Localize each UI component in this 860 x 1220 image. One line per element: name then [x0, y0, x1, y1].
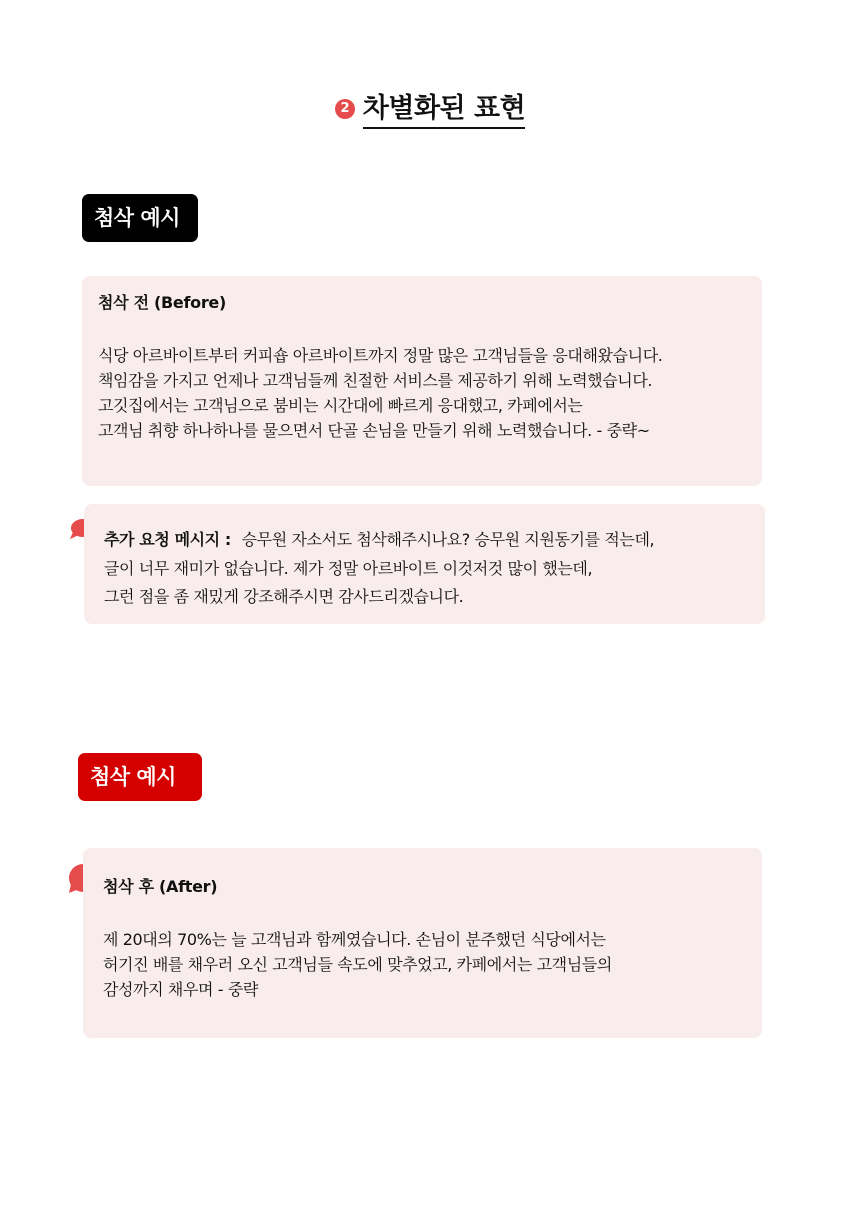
after-body: 제 20대의 70%는 늘 고객님과 함께였습니다. 손님이 분주했던 식당에서는 허기진 배를 채우러 오신 고객님들 속도에 맞추었고, 카페에서는 고객님들의 감성까지 채우며 - 중략: [103, 930, 612, 999]
request-first-line: [104, 526, 745, 555]
section-tag-example-black: 첨삭 예시: [82, 194, 198, 242]
before-card: [82, 276, 762, 486]
number-circle-icon: 2: [335, 99, 355, 119]
after-heading: 첨삭 후 (After): [103, 877, 218, 896]
request-message-card: [84, 504, 765, 624]
request-body-first: 승무원 자소서도 첨삭해주시나요? 승무원 지원동기를 적는데,: [241, 530, 655, 549]
before-body: 식당 아르바이트부터 커피숍 아르바이트까지 정말 많은 고객님들을 응대해왔습니다. 책임감을 가지고 언제나 고객님들께 친절한 서비스를 제공하기 위해 노력했습니다. 고깃집에서는 고객님으로 붐비는 시간대에 빠르게 응대했고, 카페에서는 고객님 취향 하나하나를 물으면서 단골 손님을 만들기 위해 노력했습니다. - 중략~: [98, 346, 663, 440]
before-heading: 첨삭 전 (Before): [98, 293, 226, 312]
page-title-wrap: [0, 86, 860, 129]
page-title-text: 차별화된 표현: [363, 86, 525, 129]
request-body-rest: 글이 너무 재미가 없습니다. 제가 정말 아르바이트 이것저것 많이 했는데, 그런 점을 좀 재밌게 강조해주시면 감사드리겠습니다.: [104, 558, 593, 606]
request-label: 추가 요청 메시지 :: [104, 530, 231, 549]
section-tag-example-red: 첨삭 예시: [78, 753, 202, 801]
page-title: [335, 86, 525, 129]
after-card: [83, 848, 762, 1038]
